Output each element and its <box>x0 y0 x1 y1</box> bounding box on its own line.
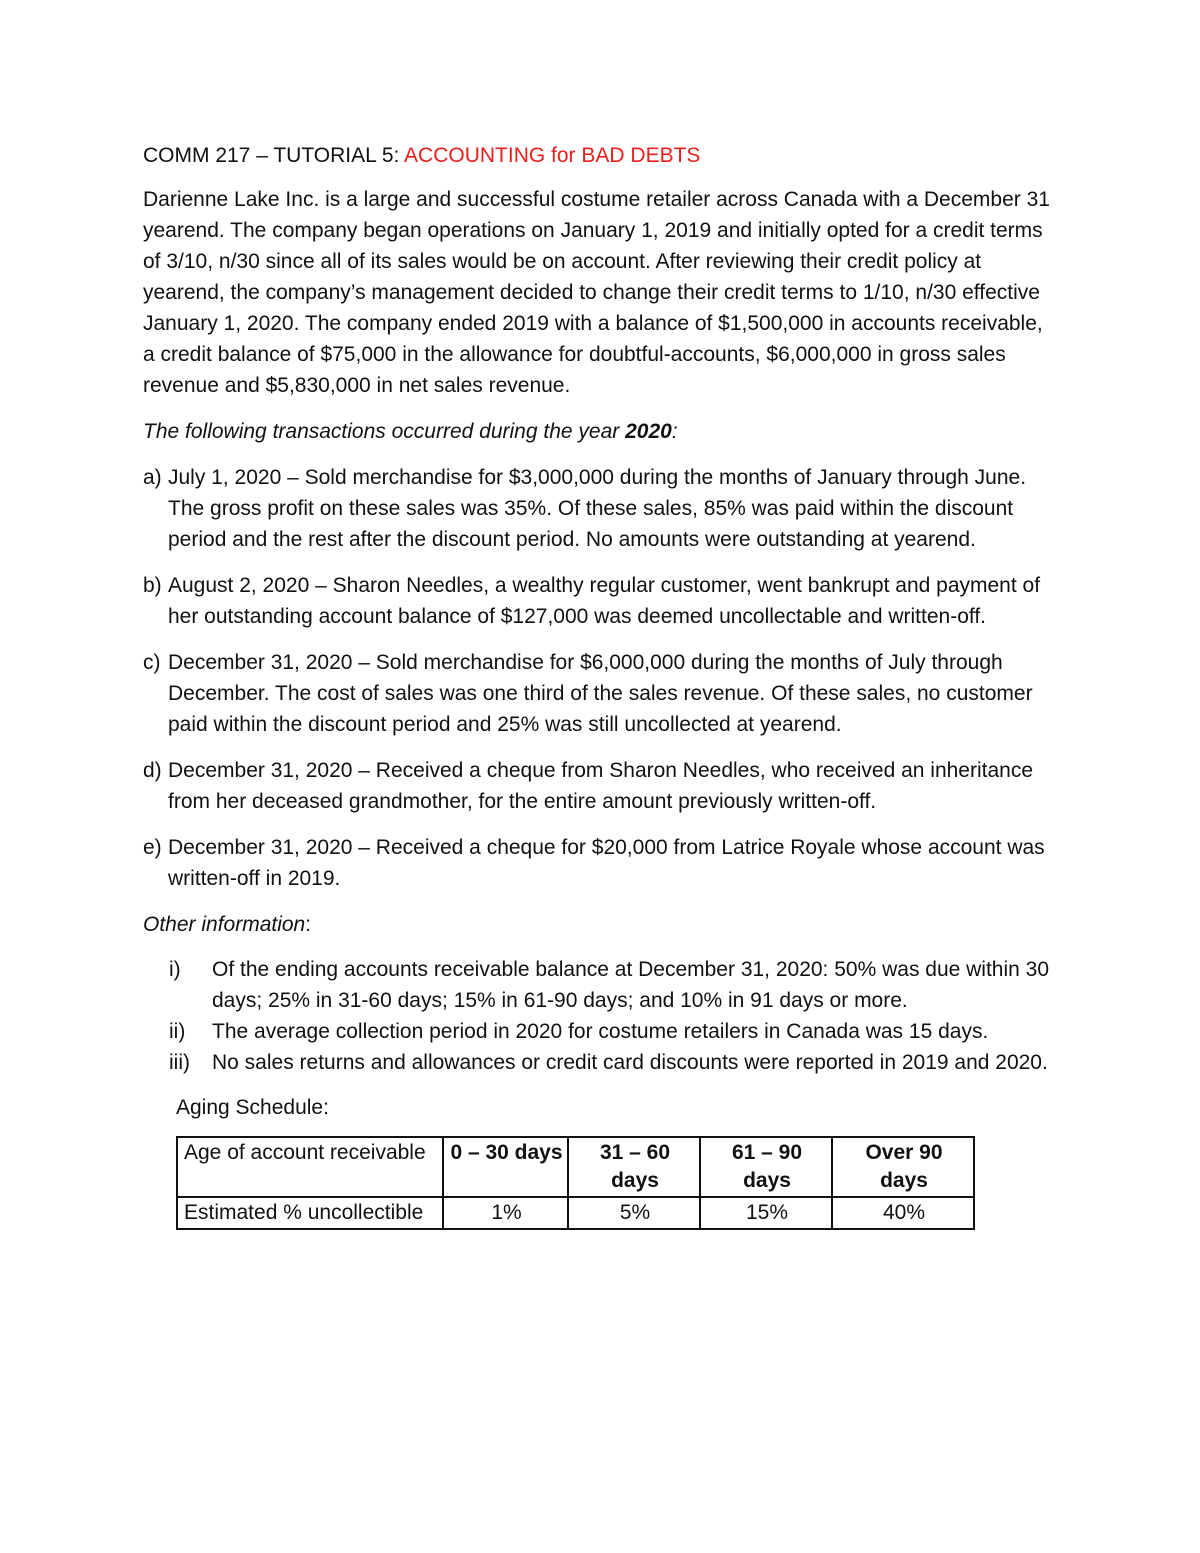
other-info-text: No sales returns and allowances or credit card discounts were reported in 2019 and 2020. <box>212 1051 1048 1074</box>
other-info-text: Of the ending accounts receivable balance at December 31, 2020: 50% was due within 30 days; 25% in 31-60 days; 15% in 61-90 days; and 10% in 91 days or more. <box>212 958 1050 1012</box>
title-prefix: COMM 217 – TUTORIAL 5: <box>143 144 405 167</box>
other-info-item <box>143 954 1058 1016</box>
transactions-heading-year: 2020 <box>625 420 672 443</box>
transactions-heading-text: The following transactions occurred during the year <box>143 420 626 443</box>
aging-header-cell: Over 90 days <box>832 1137 974 1197</box>
aging-header-cell: 0 – 30 days <box>443 1137 568 1197</box>
transaction-item <box>143 832 1058 894</box>
transaction-text: July 1, 2020 – Sold merchandise for $3,000,000 during the months of January through June. The gross profit on these sales was 35%. Of these sales, 85% was paid within the discount period and the rest after the discount period. No amounts were outstanding at yearend. <box>168 466 1027 551</box>
other-info-label: ii) <box>169 1020 186 1043</box>
document-page <box>143 140 1058 1230</box>
transaction-item <box>143 570 1058 632</box>
aging-header-label: Age of account receivable <box>177 1137 443 1197</box>
aging-row-label: Estimated % uncollectible <box>177 1197 443 1229</box>
aging-value-cell: 1% <box>443 1197 568 1229</box>
intro-paragraph: Darienne Lake Inc. is a large and successful costume retailer across Canada with a December 31 yearend. The company began operations on January 1, 2019 and initially opted for a credit terms of 3/10, n/30 since all of its sales would be on account. After reviewing their credit policy at yearend, the company’s management decided to change their credit terms to 1/10, n/30 effective January 1, 2020. The company ended 2019 with a balance of $1,500,000 in accounts receivable, a credit balance of $75,000 in the allowance for doubtful-accounts, $6,000,000 in gross sales revenue and $5,830,000 in net sales revenue. <box>143 188 1050 397</box>
other-info-heading-text: Other information <box>143 913 306 936</box>
transaction-text: December 31, 2020 – Received a cheque from Sharon Needles, who received an inheritance from her deceased grandmother, for the entire amount previously written-off. <box>168 759 1034 813</box>
title-accent: ACCOUNTING for BAD DEBTS <box>404 144 701 167</box>
other-info-text: The average collection period in 2020 for costume retailers in Canada was 15 days. <box>212 1020 989 1043</box>
transaction-item <box>143 647 1058 740</box>
aging-schedule-table <box>176 1136 975 1230</box>
aging-value-cell: 15% <box>700 1197 832 1229</box>
other-info-heading <box>143 909 1058 940</box>
other-info-item <box>143 1047 1058 1078</box>
aging-header-row <box>177 1137 974 1197</box>
other-info-label: i) <box>169 958 181 981</box>
aging-value-cell: 5% <box>568 1197 700 1229</box>
transactions-heading <box>143 416 1058 447</box>
transaction-text: December 31, 2020 – Sold merchandise for $6,000,000 during the months of July through December. The cost of sales was one third of the sales revenue. Of these sales, no customer paid within the discount period and 25% was still uncollected at yearend. <box>168 651 1033 736</box>
aging-header-cell: 31 – 60 days <box>568 1137 700 1197</box>
other-info-item <box>143 1016 1058 1047</box>
document-title <box>143 140 1058 171</box>
aging-schedule-title: Aging Schedule: <box>176 1096 329 1119</box>
other-info-list <box>143 954 1058 1078</box>
transaction-label: a) <box>143 466 162 489</box>
transaction-text: December 31, 2020 – Received a cheque for $20,000 from Latrice Royale whose account was written-off in 2019. <box>168 836 1045 890</box>
transaction-label: b) <box>143 574 162 597</box>
transaction-item <box>143 755 1058 817</box>
aging-value-cell: 40% <box>832 1197 974 1229</box>
transaction-text: August 2, 2020 – Sharon Needles, a wealthy regular customer, went bankrupt and payment of her outstanding account balance of $127,000 was deemed uncollectable and written-off. <box>168 574 1041 628</box>
transaction-label: d) <box>143 759 162 782</box>
aging-header-cell: 61 – 90 days <box>700 1137 832 1197</box>
transactions-heading-suffix: : <box>671 420 678 443</box>
transaction-label: e) <box>143 836 162 859</box>
transactions-list <box>143 462 1058 894</box>
transaction-item <box>143 462 1058 555</box>
aging-value-row <box>177 1197 974 1229</box>
other-info-heading-colon: : <box>305 913 312 936</box>
transaction-label: c) <box>143 651 161 674</box>
other-info-label: iii) <box>169 1051 190 1074</box>
